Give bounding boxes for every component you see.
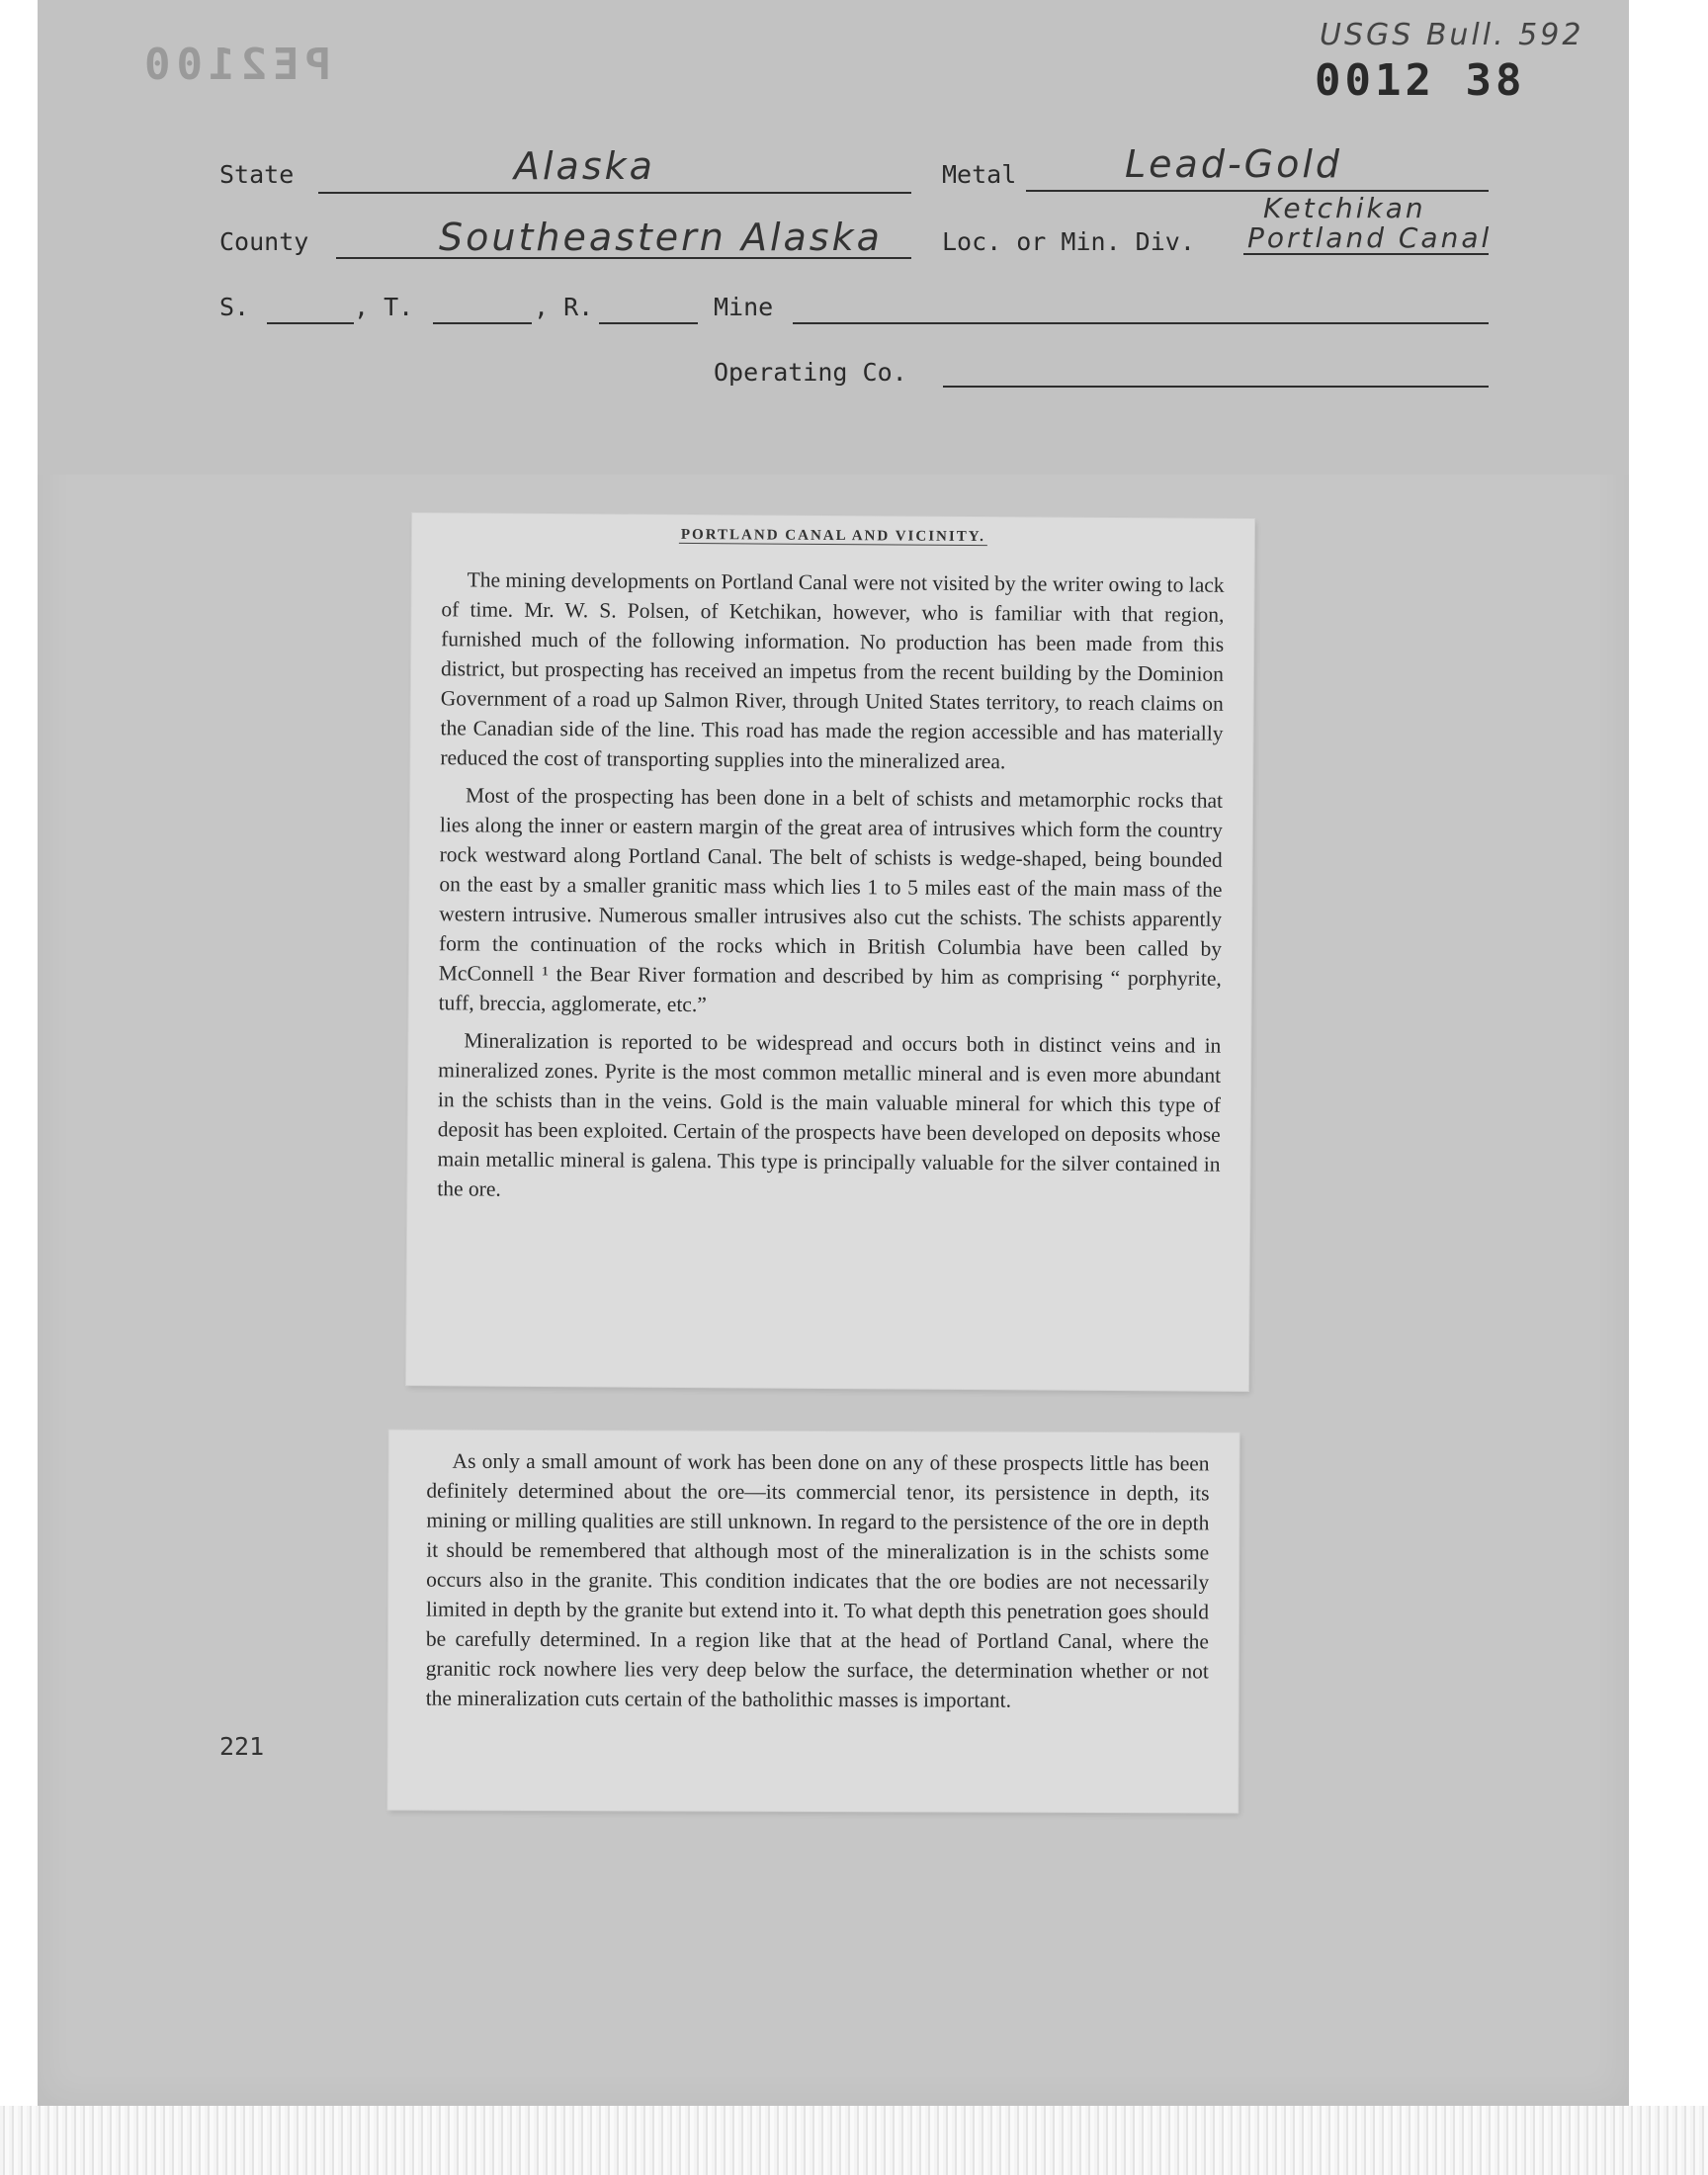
mine-label: Mine (714, 293, 774, 321)
mirrored-stamp: PE2100 (138, 40, 331, 90)
locality-value-district: Ketchikan (1263, 192, 1426, 224)
text-clipping-portland-canal (406, 513, 1254, 1391)
clipping-body (437, 565, 1224, 1209)
serial-number-stamp: 0012 38 (1315, 55, 1526, 106)
county-value: Southeastern Alaska (439, 216, 883, 259)
range-underline (599, 322, 698, 324)
mine-underline (793, 322, 1489, 324)
locality-value-area: Portland Canal (1247, 221, 1493, 254)
metal-value: Lead-Gold (1125, 142, 1343, 186)
text-clipping-ore-persistence (387, 1431, 1238, 1813)
clipping-title: PORTLAND CANAL AND VICINITY. (679, 527, 987, 546)
metal-label: Metal (942, 160, 1017, 189)
paragraph-ore-persistence: As only a small amount of work has been done on any of these prospects little has been definitely determined about the ore—its commercial tenor, its persistence in depth, its mining or milling qualities are still unknown. In regard to the persistence of the ore in depth it should be remembered that although most of the mineralization is in the schists some occurs also in the granite. This condition indicates that the ore bodies are not necessarily limited in depth by the granite but extend into it. To what depth this penetration goes should be carefully determined. In a region like that at the head of Portland Canal, where the granitic rock nowhere lies very deep below the surface, the determination whether or not the mineralization cuts certain of the batholithic masses is important. (425, 1448, 1210, 1712)
locality-label: Loc. or Min. Div. (942, 227, 1195, 256)
state-label: State (219, 160, 295, 189)
section-underline (267, 322, 354, 324)
page-number: 221 (219, 1732, 265, 1761)
paragraph-geology: Most of the prospecting has been done in a belt of schists and metamorphic rocks that lies along the inner or eastern margin of the great area of intrusives which form the country rock westward along Portland Canal. The belt of schists is wedge-shaped, being bounded on the east by a smaller granitic mass which lies 1 to 5 miles east of the main mass of the western intrusive. Numerous smaller intrusives also cut the schists. The schists apparently form the continuation of the rocks which in British Columbia have been called by McConnell ¹ the Bear River formation and described by him as comprising “ porphyrite, tuff, breccia, agglomerate, etc.” (438, 783, 1224, 1017)
scan-edge-strip (0, 2106, 1708, 2175)
county-label: County (219, 227, 309, 256)
section-label: S. (219, 293, 250, 321)
range-label: , R. (534, 293, 594, 321)
township-label: , T. (354, 293, 414, 321)
operating-company-label: Operating Co. (714, 358, 907, 387)
reference-note: USGS Bull. 592 (1320, 18, 1584, 52)
township-underline (433, 322, 532, 324)
paragraph-access: The mining developments on Portland Canal were not visited by the writer owing to lack of time. Mr. W. S. Polsen, of Ketchikan, however, who is familiar with that region, furnished much of the following information. No production has been made from this district, but prospecting has received an impetus from the recent building by the Dominion Government of a road up Salmon River, through United States territory, to reach claims on the Canadian side of the line. This road has made the region accessible and has materially reduced the cost of transporting supplies into the mineralized area. (440, 567, 1225, 774)
state-value: Alaska (514, 144, 655, 188)
paragraph-mineralization: Mineralization is reported to be widespread and occurs both in distinct veins and in mineralized zones. Pyrite is the most common metallic mineral and is even more abundant in the schists than in the veins. Gold is the main valuable mineral for which this type of deposit has been exploited. Certain of the prospects have been developed on deposits whose main metallic mineral is galena. This type is principally valuable for the silver contained in the ore. (437, 1028, 1222, 1201)
operating-company-underline (943, 386, 1489, 388)
state-underline (318, 192, 911, 194)
clipping-body (426, 1446, 1210, 1716)
